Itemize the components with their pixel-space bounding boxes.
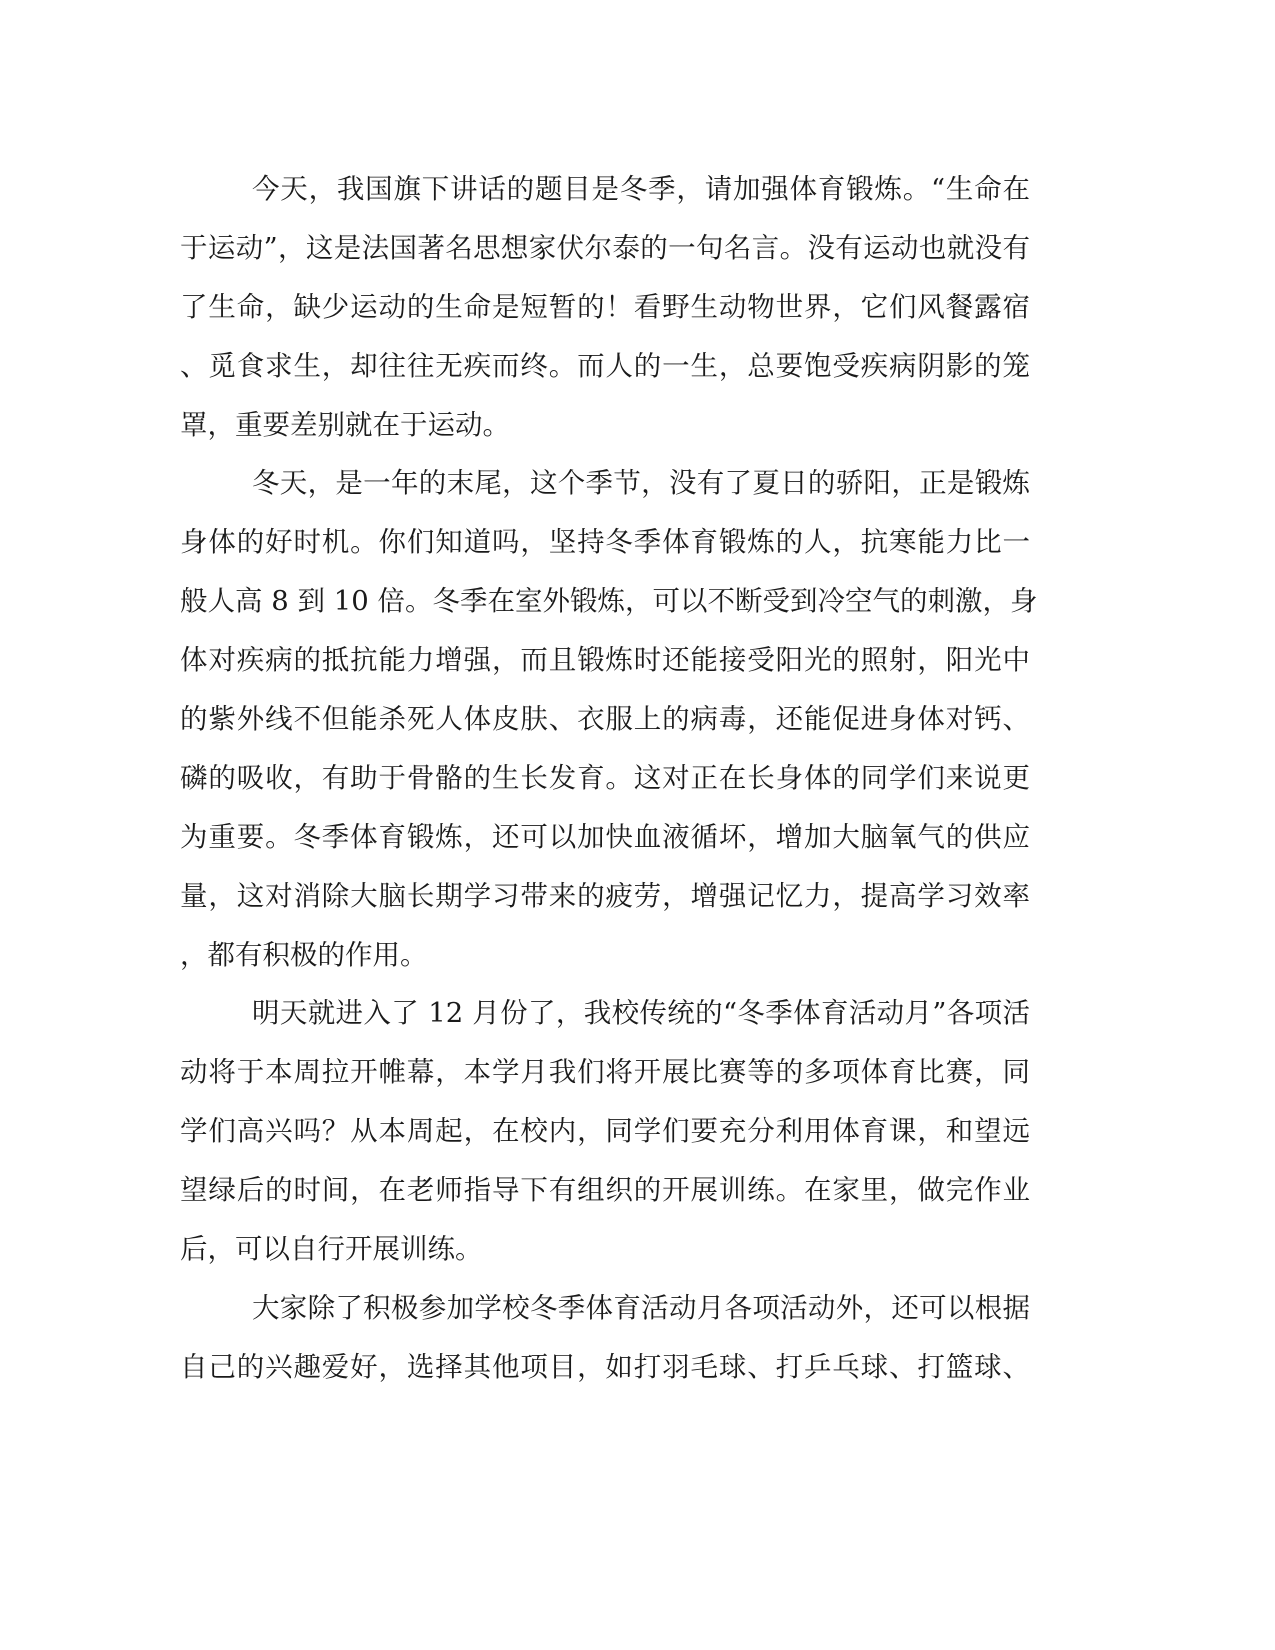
text-line: 后，可以自行开展训练。 (180, 1233, 483, 1266)
text-line: 体对疾病的抵抗能力增强，而且锻炼时还能接受阳光的照射，阳光中 (180, 644, 1030, 677)
text-line: 望绿后的时间，在老师指导下有组织的开展训练。在家里，做完作业 (180, 1174, 1030, 1207)
paragraph-4 (180, 1279, 1030, 1397)
text-line: 学们高兴吗？从本周起，在校内，同学们要充分利用体育课，和望远 (180, 1115, 1030, 1148)
text-line: 冬天，是一年的末尾，这个季节，没有了夏日的骄阳，正是锻炼 (252, 467, 1030, 500)
text-line: 了生命，缺少运动的生命是短暂的！看野生动物世界，它们风餐露宿 (180, 290, 1030, 323)
text-line: 明天就进入了 12 月份了，我校传统的“冬季体育活动月”各项活 (252, 997, 1030, 1030)
text-line: 的紫外线不但能杀死人体皮肤、衣服上的病毒，还能促进身体对钙、 (180, 703, 1030, 736)
text-line: 罩，重要差别就在于运动。 (180, 408, 510, 441)
text-line: 般人高 8 到 10 倍。冬季在室外锻炼，可以不断受到冷空气的刺激，身 (180, 585, 1038, 618)
text-line: 动将于本周拉开帷幕，本学月我们将开展比赛等的多项体育比赛，同 (180, 1056, 1030, 1089)
text-line: 、觅食求生，却往往无疾而终。而人的一生，总要饱受疾病阴影的笼 (180, 349, 1030, 382)
speech-body (180, 160, 1038, 1397)
text-line: 自己的兴趣爱好，选择其他项目，如打羽毛球、打乒乓球、打篮球、 (180, 1350, 1030, 1383)
text-line: 大家除了积极参加学校冬季体育活动月各项活动外，还可以根据 (252, 1291, 1030, 1324)
text-line: 为重要。冬季体育锻炼，还可以加快血液循坏，增加大脑氧气的供应 (180, 820, 1030, 853)
text-line: 量，这对消除大脑长期学习带来的疲劳，增强记忆力，提高学习效率 (180, 879, 1030, 912)
text-line: 今天，我国旗下讲话的题目是冬季，请加强体育锻炼。“生命在 (252, 173, 1030, 205)
text-line: 磷的吸收，有助于骨骼的生长发育。这对正在长身体的同学们来说更 (180, 761, 1030, 794)
text-line: ，都有积极的作用。 (180, 938, 428, 971)
paragraph-2 (180, 454, 1038, 984)
paragraph-3 (180, 984, 1030, 1278)
text-line: 身体的好时机。你们知道吗，坚持冬季体育锻炼的人，抗寒能力比一 (180, 526, 1030, 559)
text-line: 于运动”，这是法国著名思想家伏尔泰的一句名言。没有运动也就没有 (180, 231, 1030, 264)
paragraph-1 (180, 160, 1030, 454)
